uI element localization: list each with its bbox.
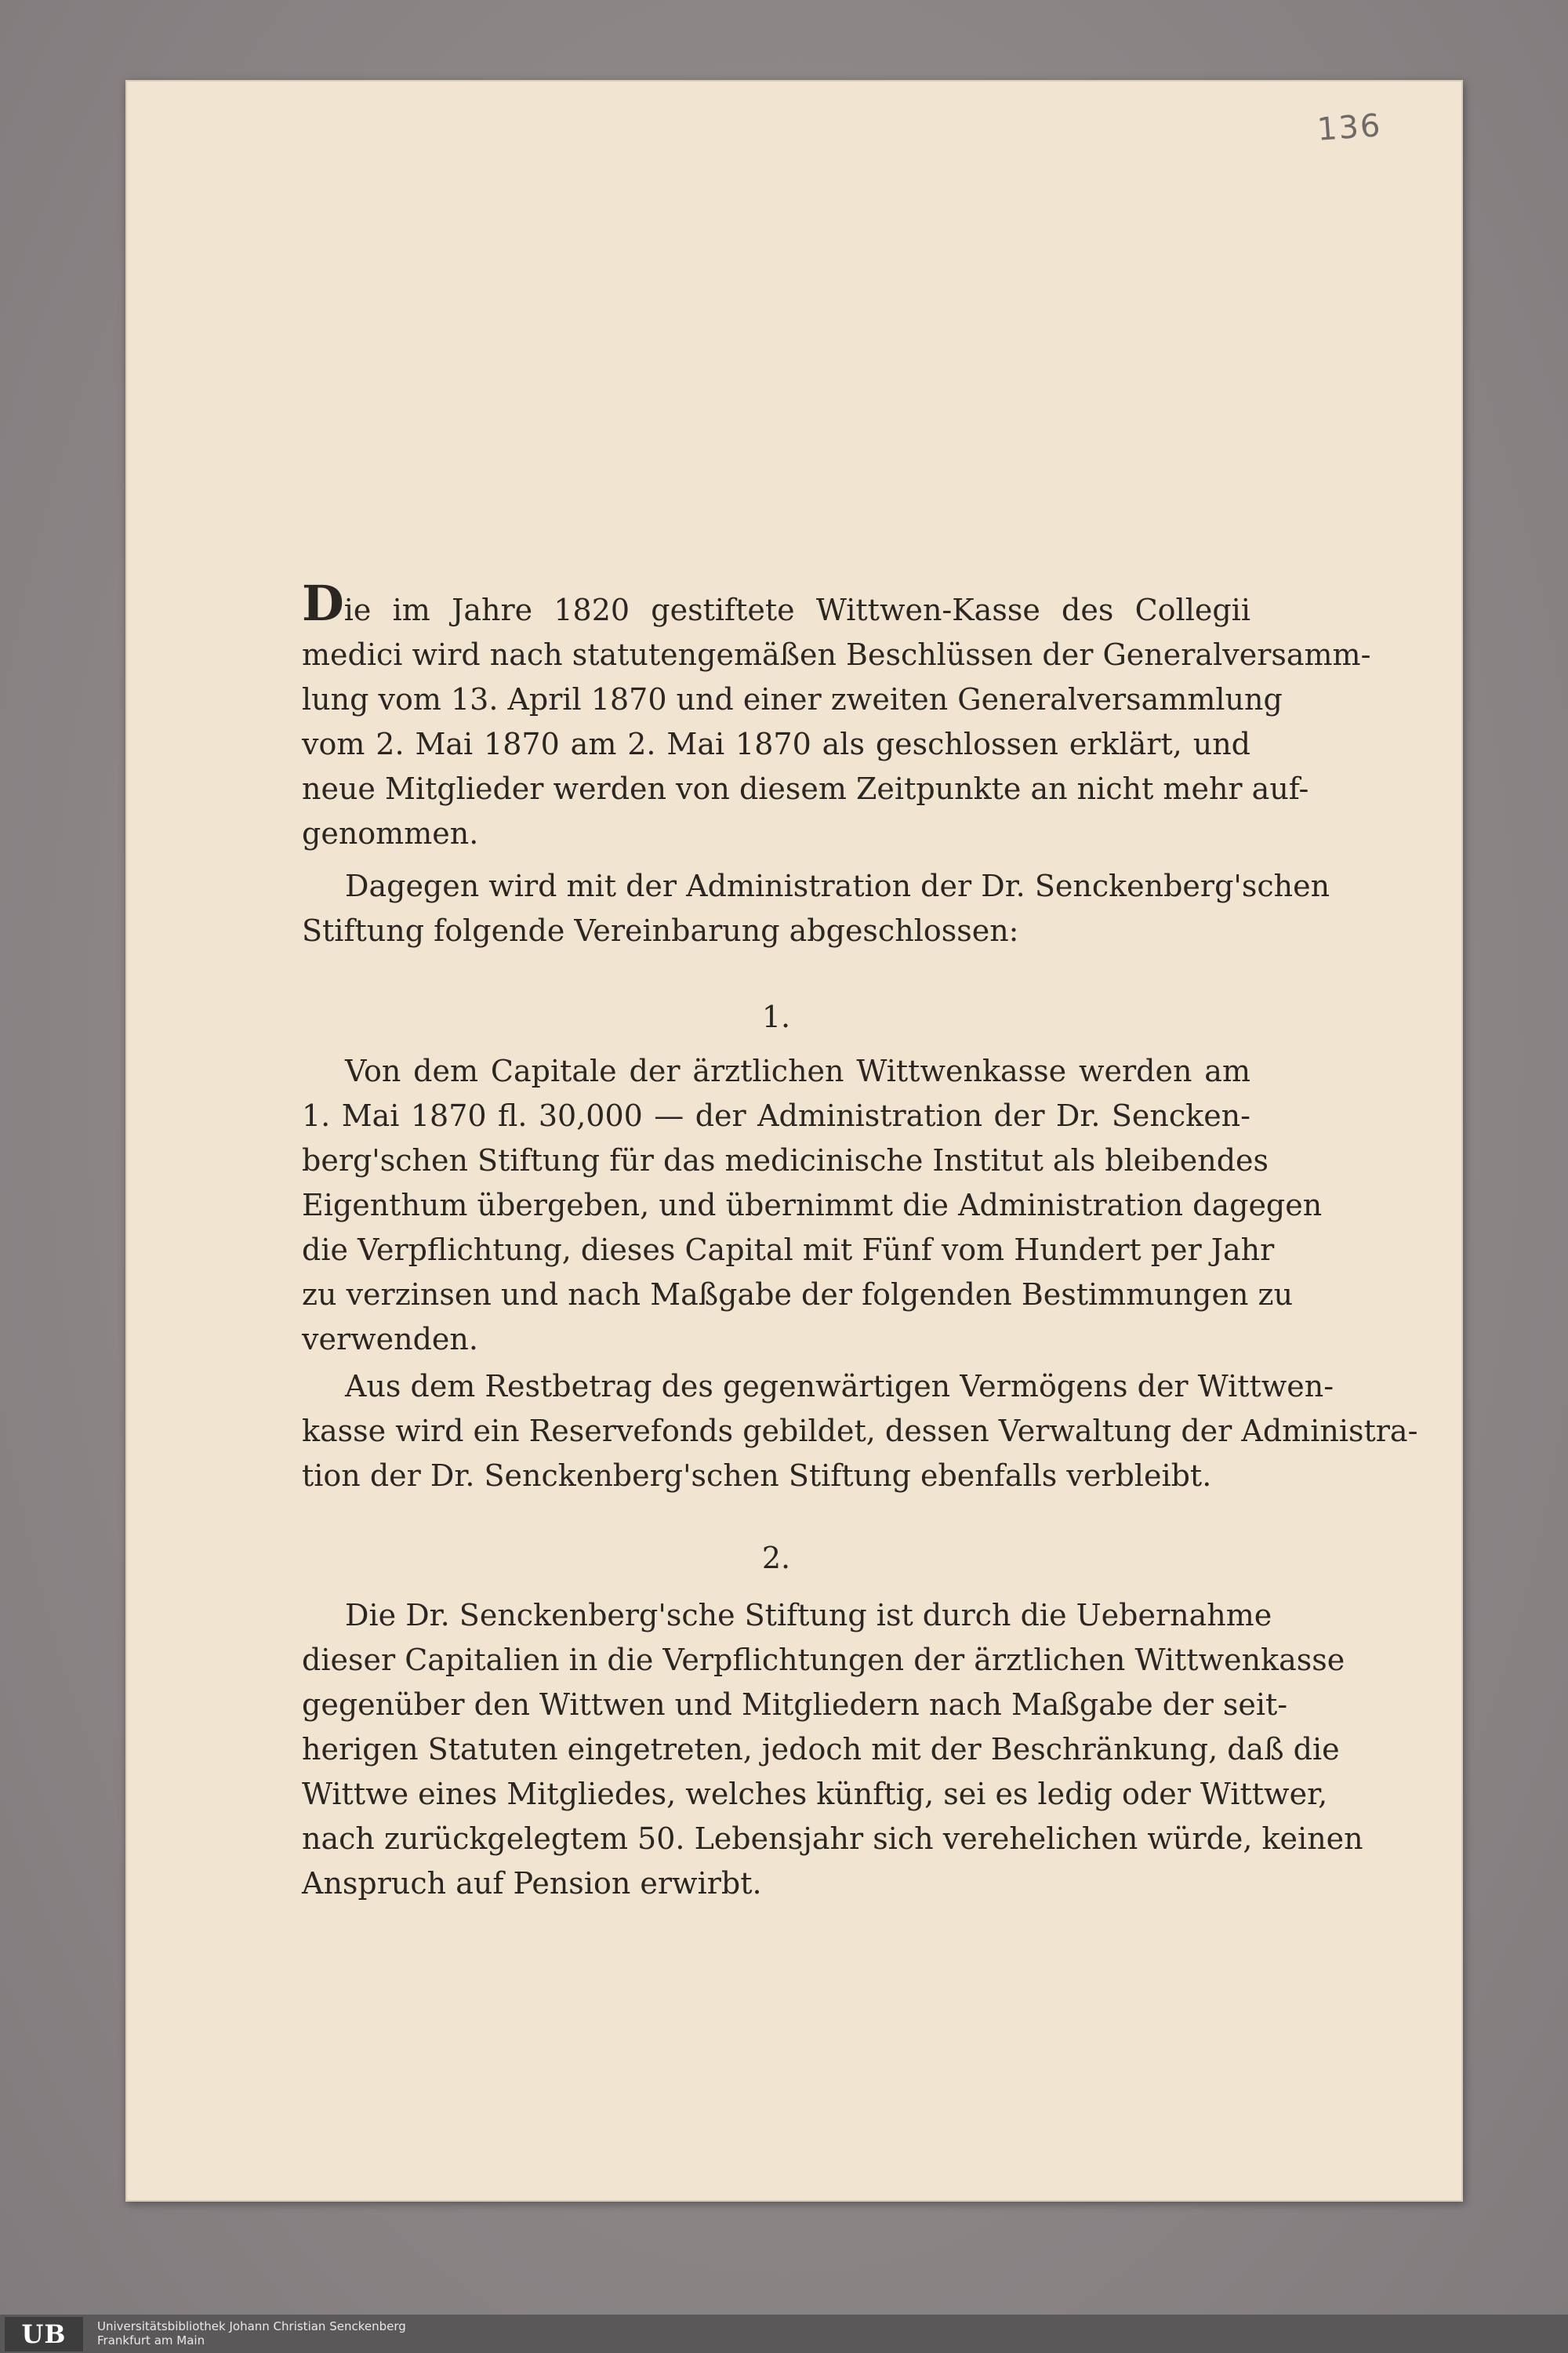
s1p1-line-4: die Verpflichtung, dieses Capital mit Fünf vom Hundert per Jahr bbox=[302, 1233, 1275, 1267]
s2p1-line-1: dieser Capitalien in die Verpflichtungen der ärztlichen Wittwenkasse bbox=[302, 1643, 1345, 1677]
intro2-line-0: Dagegen wird mit der Administration der Dr. Senckenberg'schen bbox=[345, 869, 1330, 903]
s1p2-line-0: Aus dem Restbetrag des gegenwärtigen Vermögens der Wittwen- bbox=[345, 1369, 1334, 1403]
intro-paragraph-2 bbox=[302, 864, 1330, 953]
intro-line-3: vom 2. Mai 1870 am 2. Mai 1870 als geschlossen erklärt, und bbox=[302, 727, 1250, 761]
page-number-annotation: 136 bbox=[1316, 107, 1383, 148]
library-name: Universitätsbibliothek Johann Christian Senckenberg bbox=[97, 2319, 406, 2333]
s2p1-line-2: gegenüber den Wittwen und Mitgliedern nach Maßgabe der seit- bbox=[302, 1687, 1288, 1722]
intro-line-1: medici wird nach statutengemäßen Beschlüssen der Generalversamm- bbox=[302, 637, 1371, 672]
s1p1-line-1: 1. Mai 1870 fl. 30,000 — der Administration der Dr. Sencken- bbox=[302, 1098, 1250, 1133]
s1p1-line-2: berg'schen Stiftung für das medicinische Institut als bleibendes bbox=[302, 1143, 1269, 1178]
s2p1-line-5: nach zurückgelegtem 50. Lebensjahr sich verehelichen würde, keinen bbox=[302, 1821, 1363, 1856]
section1-paragraph1 bbox=[302, 1049, 1323, 1362]
s1p1-line-6: verwenden. bbox=[302, 1322, 478, 1356]
section1-paragraph2 bbox=[302, 1364, 1418, 1498]
intro2-line-1: Stiftung folgende Vereinbarung abgeschlossen: bbox=[302, 913, 1019, 948]
s2p1-line-0: Die Dr. Senckenberg'sche Stiftung ist durch die Uebernahme bbox=[345, 1598, 1272, 1632]
s1p1-line-3: Eigenthum übergeben, und übernimmt die Administration dagegen bbox=[302, 1188, 1323, 1222]
intro-line-2: lung vom 13. April 1870 und einer zweiten Generalversammlung bbox=[302, 682, 1283, 717]
section2-paragraph1 bbox=[302, 1593, 1363, 1906]
intro-paragraph bbox=[302, 575, 1371, 856]
section-number-2: 2. bbox=[761, 1541, 791, 1575]
s2p1-line-4: Wittwe eines Mitgliedes, welches künftig, sei es ledig oder Wittwer, bbox=[302, 1777, 1328, 1811]
library-city: Frankfurt am Main bbox=[97, 2333, 205, 2348]
ub-logo-icon: UB bbox=[5, 2317, 83, 2351]
intro-dropcap: D bbox=[302, 575, 344, 632]
intro-line-4: neue Mitglieder werden von diesem Zeitpunkte an nicht mehr auf- bbox=[302, 772, 1309, 806]
s1p1-line-5: zu verzinsen und nach Maßgabe der folgenden Bestimmungen zu bbox=[302, 1277, 1294, 1312]
intro-line-5: genommen. bbox=[302, 816, 479, 851]
s1p2-line-2: tion der Dr. Senckenberg'schen Stiftung ebenfalls verbleibt. bbox=[302, 1458, 1212, 1493]
library-credit bbox=[97, 2319, 406, 2348]
s2p1-line-6: Anspruch auf Pension erwirbt. bbox=[302, 1866, 762, 1901]
intro-line-0: Die im Jahre 1820 gestiftete Wittwen-Kasse des Collegii bbox=[302, 575, 1250, 632]
s2p1-line-3: herigen Statuten eingetreten, jedoch mit der Beschränkung, daß die bbox=[302, 1732, 1340, 1767]
s1p2-line-1: kasse wird ein Reservefonds gebildet, dessen Verwaltung der Administra- bbox=[302, 1414, 1418, 1448]
s1p1-line-0: Von dem Capitale der ärztlichen Wittwenkasse werden am bbox=[345, 1054, 1250, 1088]
section-number-1: 1. bbox=[761, 1000, 791, 1034]
